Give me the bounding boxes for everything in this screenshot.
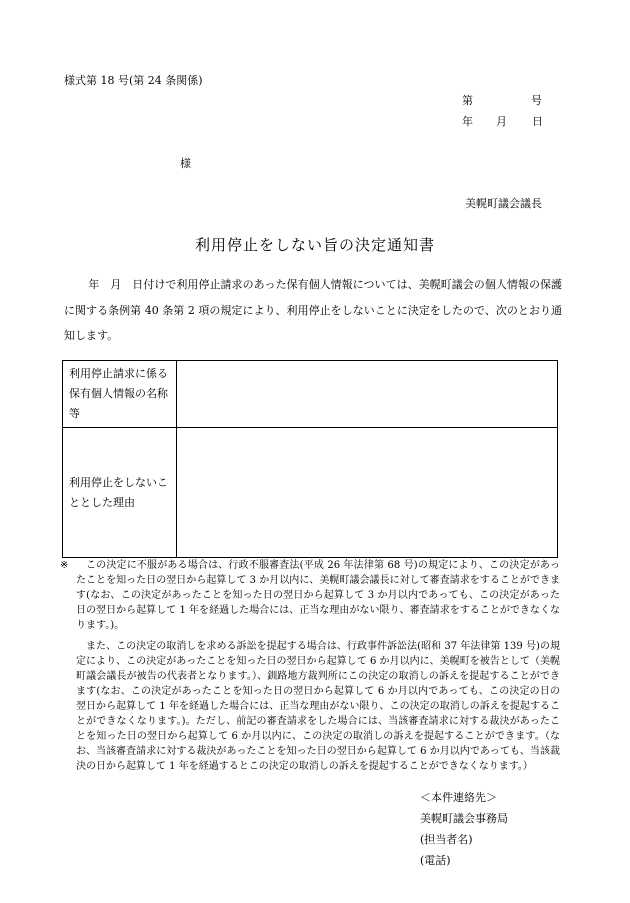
document-title: 利用停止をしない旨の決定通知書 — [194, 236, 435, 254]
document-number-suffix: 号 — [531, 94, 542, 107]
row1-label: 利用停止請求に係る保有個人情報の名称等 — [63, 361, 177, 428]
date-year: 年 — [462, 115, 473, 128]
contact-block — [420, 787, 508, 871]
contact-phone: (電話) — [420, 854, 451, 867]
addressee-suffix: 様 — [180, 157, 191, 170]
table-row — [63, 428, 558, 558]
contact-heading: ＜本件連絡先＞ — [420, 791, 497, 804]
row1-value — [177, 361, 558, 428]
table-row — [63, 361, 558, 428]
note-1-text: この決定に不服がある場合は、行政不服審査法(平成 26 年法律第 68 号)の規定により、この決定があったことを知った日の翌日から起算して 3 か月以内に、美幌町議会議長に対して審査請求をすることができます(なお、この決定があったことを知った日の翌日から起算して 3 か月以内であっても、この決定があった日の翌日から起算して 1 年を経過した場合には、正当な理由がない限り、審査請求をすることができなくなります。)。 — [76, 560, 560, 631]
row2-label: 利用停止をしないこととした理由 — [63, 428, 177, 558]
notes — [60, 558, 560, 774]
form-number: 様式第 18 号(第 24 条関係) — [64, 74, 203, 87]
intro-paragraph — [64, 272, 562, 349]
row2-value — [177, 428, 558, 558]
date-month: 月 — [496, 115, 507, 128]
intro-text: 年 月 日付けで利用停止請求のあった保有個人情報については、美幌町議会の個人情報の保護に関する条例第 40 条第 2 項の規定により、利用停止をしないことに決定をしたので、次のとおり通知します。 — [64, 278, 562, 342]
contact-office: 美幌町議会事務局 — [420, 812, 508, 825]
note-2-text: また、この決定の取消しを求める訴訟を提起する場合は、行政事件訴訟法(昭和 37 年法律第 139 号)の規定により、この決定があったことを知った日の翌日から起算して 6 か月以内に、美幌町を被告として（美幌町議会議長が被告の代表者となります。）、釧路地方裁判所にこの決定の取消しの訴えを提起することができます(なお、この決定があったことを知った日の翌日から起算して 6 か月以内であっても、この決定の日の翌日から起算して 1 年を経過した場合には、正当な理由がない限り、この決定の取消しの訴えを提起することができなくなります。)。ただし、前記の審査請求をした場合には、当該審査請求に対する裁決があったことを知った日の翌日から起算して 6 か月以内に、この決定の取消しの訴えを提起することができます。（なお、当該審査請求に対する裁決があったことを知った日の翌日から起算して 6 か月以内であっても、当該裁決の日から起算して 1 年を経過するとこの決定の取消しの訴えを提起することができなくなります。） — [76, 641, 560, 772]
note-1 — [60, 558, 560, 633]
info-table — [62, 360, 558, 558]
note-mark: ※ — [60, 560, 69, 571]
contact-person: (担当者名) — [420, 833, 473, 846]
document-number-prefix: 第 — [462, 94, 473, 107]
date-day: 日 — [532, 115, 543, 128]
sender: 美幌町議会議長 — [465, 197, 542, 210]
